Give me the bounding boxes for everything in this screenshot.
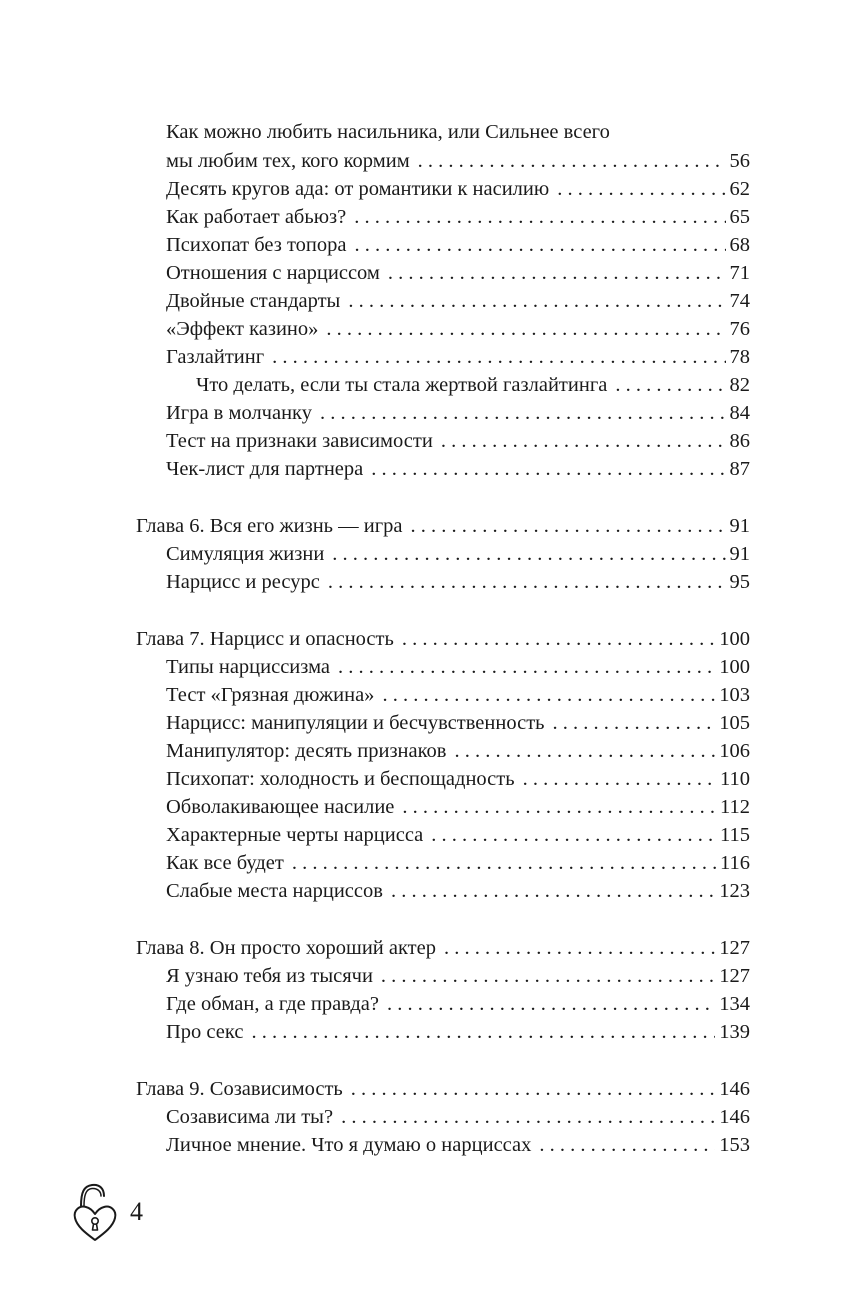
toc-entry-title: Тест на признаки зависимости [166,430,433,452]
dot-leader [338,653,715,681]
toc-entry-title: мы любим тех, кого кормим [166,150,410,172]
dot-leader [388,259,726,287]
toc-entry-page: 84 [729,402,750,424]
toc-entry-page: 127 [719,965,750,987]
toc-entry-page: 87 [729,458,750,480]
dot-leader [523,765,716,793]
toc-entry[interactable] [166,203,750,231]
dot-leader [381,962,715,990]
toc-entry-title: Отношения с нарциссом [166,262,380,284]
toc-entry-title: Симуляция жизни [166,543,325,565]
toc-entry-page: 116 [720,852,750,874]
dot-leader [332,540,725,568]
dot-leader [539,1131,715,1159]
dot-leader [553,709,716,737]
toc-entry-title: Игра в молчанку [166,402,312,424]
toc-entry-title: Про секс [166,1021,244,1043]
toc-entry-page: 91 [729,543,750,565]
dot-leader [328,568,726,596]
toc-entry[interactable] [166,287,750,315]
toc-chapter-title: Глава 9. Созависимость [136,1078,343,1100]
toc-entry-title: «Эффект казино» [166,318,319,340]
toc-chapter-page: 100 [719,628,750,650]
toc-entry-title: Где обман, а где правда? [166,993,379,1015]
toc-chapter[interactable] [136,1075,750,1103]
dot-leader [418,147,726,175]
dot-leader [382,681,715,709]
dot-leader [354,231,725,259]
toc-entry[interactable] [166,877,750,905]
toc-chapter[interactable] [136,625,750,653]
toc-entry[interactable] [166,765,750,793]
toc-entry-page: 134 [719,993,750,1015]
toc-entry[interactable] [166,1131,750,1159]
toc-entry-title: Обволакивающее насилие [166,796,395,818]
toc-entry[interactable] [166,427,750,455]
toc-entry-title-line1: Как можно любить насильника, или Сильнее всего [166,121,610,143]
toc-entry-title: Чек-лист для партнера [166,458,364,480]
toc-entry-page: 110 [720,768,750,790]
toc-entry-page: 103 [719,684,750,706]
heart-padlock-icon [72,1180,118,1246]
dot-leader [615,371,725,399]
toc-entry-title: Психопат: холодность и беспощадность [166,768,515,790]
toc-entry-title: Как все будет [166,852,284,874]
toc-entry[interactable] [166,962,750,990]
toc-entry-page: 100 [719,656,750,678]
toc-entry[interactable] [166,568,750,596]
dot-leader [326,315,725,343]
toc-entry-title: Тест «Грязная дюжина» [166,684,375,706]
toc-chapter-page: 146 [719,1078,750,1100]
dot-leader [441,427,726,455]
toc-entry-page: 112 [720,796,750,818]
toc-entry-page: 82 [729,374,750,396]
toc-entry[interactable] [166,147,750,175]
dot-leader [320,399,726,427]
toc-entry[interactable] [166,709,750,737]
dot-leader [431,821,716,849]
dot-leader [341,1103,715,1131]
toc-entry-title: Характерные черты нарцисса [166,824,424,846]
toc-entry-page: 95 [729,571,750,593]
toc-entry-title: Типы нарциссизма [166,656,331,678]
toc-entry[interactable] [166,343,750,371]
dot-leader [354,203,725,231]
toc-entry-page: 76 [729,318,750,340]
toc-entry[interactable] [166,175,750,203]
toc-chapter-title: Глава 6. Вся его жизнь — игра [136,515,403,537]
toc-entry-title: Десять кругов ада: от романтики к насилию [166,178,550,200]
toc-entry-title: Созависима ли ты? [166,1106,334,1128]
toc-entry-title: Что делать, если ты стала жертвой газлайтинга [196,374,608,396]
dot-leader [391,877,715,905]
toc-entry-title: Слабые места нарциссов [166,880,383,902]
dot-leader [402,793,716,821]
toc-entry[interactable] [166,315,750,343]
dot-leader [348,287,725,315]
toc-chapter-title: Глава 7. Нарцисс и опасность [136,628,394,650]
toc-entry-page: 68 [729,234,750,256]
dot-leader [251,1018,715,1046]
toc-entry-page: 62 [729,178,750,200]
toc-entry-page: 115 [720,824,750,846]
toc-entry-title: Газлайтинг [166,346,265,368]
toc-entry[interactable] [166,540,750,568]
toc-entry-page: 105 [719,712,750,734]
toc-chapter-title: Глава 8. Он просто хороший актер [136,937,436,959]
toc-entry[interactable] [166,259,750,287]
toc-entry[interactable] [166,681,750,709]
toc-entry-page: 74 [729,290,750,312]
toc-entry[interactable] [196,371,750,399]
toc-entry-title: Личное мнение. Что я думаю о нарциссах [166,1134,532,1156]
toc-entry-title: Нарцисс: манипуляции и бесчувственность [166,712,545,734]
toc-entry[interactable] [166,849,750,877]
toc-entry-title: Психопат без топора [166,234,347,256]
toc-entry[interactable] [166,737,750,765]
dot-leader [402,625,715,653]
toc-chapter[interactable] [136,934,750,962]
toc-entry[interactable] [166,399,750,427]
dot-leader [371,455,725,483]
toc-entry-title: Манипулятор: десять признаков [166,740,447,762]
toc-entry-page: 71 [729,262,750,284]
toc-entry-page: 78 [729,346,750,368]
toc-entry-page: 139 [719,1021,750,1043]
toc-entry-page: 153 [719,1134,750,1156]
toc-entry-title: Я узнаю тебя из тысячи [166,965,373,987]
toc-entry[interactable] [166,990,750,1018]
dot-leader [292,849,716,877]
toc-entry-page: 146 [719,1106,750,1128]
toc-entry-page: 123 [719,880,750,902]
toc-entry[interactable] [166,231,750,259]
toc-entry-title: Двойные стандарты [166,290,341,312]
toc-entry-page: 106 [719,740,750,762]
dot-leader [411,512,726,540]
dot-leader [351,1075,715,1103]
dot-leader [272,343,725,371]
toc-entry[interactable] [166,821,750,849]
toc-entry[interactable] [166,793,750,821]
toc-entry-title: Нарцисс и ресурс [166,571,320,593]
toc-entry-page: 65 [729,206,750,228]
toc-entry[interactable] [166,653,750,681]
toc-entry[interactable] [166,1018,750,1046]
toc-chapter-page: 91 [729,515,750,537]
toc-chapter-page: 127 [719,937,750,959]
dot-leader [454,737,715,765]
toc-entry-page: 86 [729,430,750,452]
toc-entry[interactable] [166,455,750,483]
toc-entry-page: 56 [729,150,750,172]
toc-chapter[interactable] [136,512,750,540]
dot-leader [387,990,715,1018]
dot-leader [444,934,715,962]
toc-entry[interactable] [166,1103,750,1131]
page-number: 4 [130,1197,143,1226]
toc-entry-title: Как работает абьюз? [166,206,347,228]
dot-leader [557,175,725,203]
